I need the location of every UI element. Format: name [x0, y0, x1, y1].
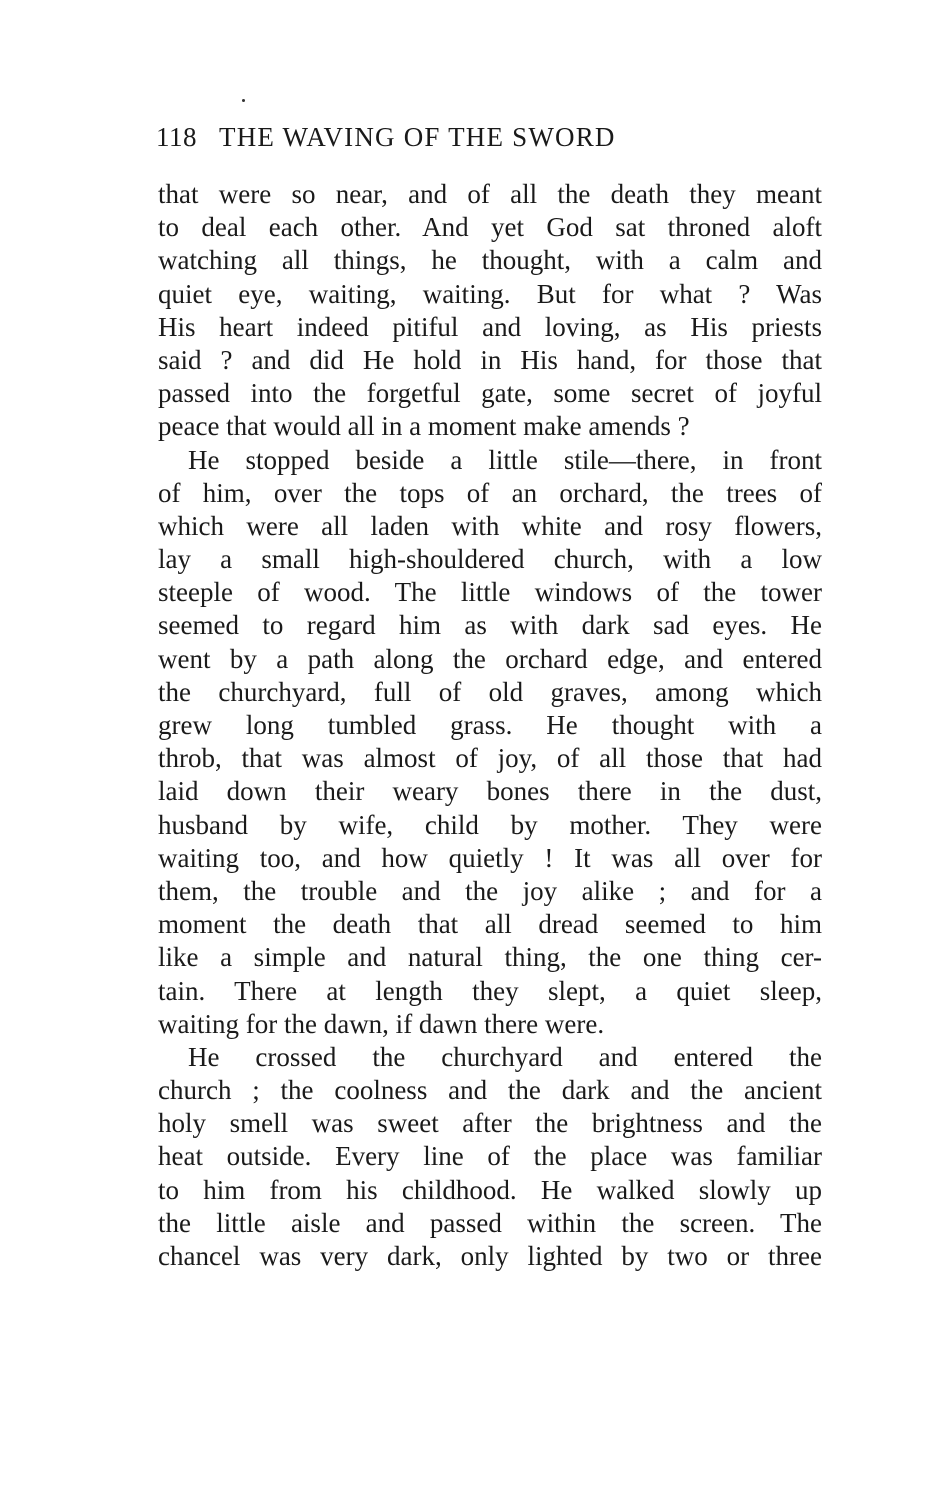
- text-line: to deal each other. And yet God sat throned aloft: [158, 212, 822, 243]
- ink-speck: [242, 99, 245, 102]
- paragraph-3: [158, 1041, 822, 1273]
- text-line: quiet eye, waiting, waiting. But for what ? Was: [158, 278, 822, 309]
- text-line: holy smell was sweet after the brightness and the: [158, 1108, 822, 1139]
- text-line: which were all laden with white and rosy flowers,: [158, 510, 822, 541]
- text-line: laid down their weary bones there in the dust,: [158, 776, 822, 807]
- text-line: watching all things, he thought, with a calm and: [158, 245, 822, 276]
- text-line: waiting too, and how quietly ! It was all over for: [158, 842, 822, 873]
- text-line: chancel was very dark, only lighted by two or three: [158, 1241, 822, 1271]
- text-line: His heart indeed pitiful and loving, as His priests: [158, 311, 822, 342]
- text-line: He stopped beside a little stile—there, in front: [188, 444, 822, 475]
- text-line: tain. There at length they slept, a quiet sleep,: [158, 975, 822, 1006]
- running-head: [158, 118, 822, 156]
- body-text: [158, 178, 822, 1273]
- text-line: husband by wife, child by mother. They were: [158, 809, 822, 840]
- text-line: like a simple and natural thing, the one thing cer-: [158, 942, 822, 973]
- text-line: church ; the coolness and the dark and the ancient: [158, 1075, 822, 1106]
- text-line: went by a path along the orchard edge, and entered: [158, 643, 822, 674]
- text-line: throb, that was almost of joy, of all those that had: [158, 743, 822, 774]
- paragraph-2: [158, 444, 822, 1041]
- text-line: He crossed the churchyard and entered the: [188, 1041, 822, 1072]
- text-line: to him from his childhood. He walked slowly up: [158, 1174, 822, 1205]
- text-line: of him, over the tops of an orchard, the trees of: [158, 477, 822, 508]
- text-line: them, the trouble and the joy alike ; and for a: [158, 875, 822, 906]
- text-line: peace that would all in a moment make amends ?: [158, 411, 690, 442]
- page-number: 118: [156, 122, 197, 152]
- text-line: moment the death that all dread seemed to him: [158, 909, 822, 940]
- text-line: seemed to regard him as with dark sad eyes. He: [158, 610, 822, 641]
- text-line: the churchyard, full of old graves, among which: [158, 676, 822, 707]
- book-page: [158, 118, 822, 1273]
- paragraph-1: [158, 178, 822, 444]
- text-line: grew long tumbled grass. He thought with a: [158, 710, 822, 740]
- text-line: waiting for the dawn, if dawn there were.: [158, 1008, 605, 1039]
- text-line: steeple of wood. The little windows of the tower: [158, 577, 822, 608]
- book-title: THE WAVING OF THE SWORD: [219, 122, 616, 152]
- text-line: heat outside. Every line of the place was familiar: [158, 1141, 822, 1172]
- text-line: lay a small high-shouldered church, with a low: [158, 544, 822, 575]
- text-line: said ? and did He hold in His hand, for those that: [158, 344, 822, 375]
- text-line: passed into the forgetful gate, some secret of joyful: [158, 378, 822, 409]
- text-line: that were so near, and of all the death they meant: [158, 179, 822, 209]
- text-line: the little aisle and passed within the screen. The: [158, 1207, 822, 1238]
